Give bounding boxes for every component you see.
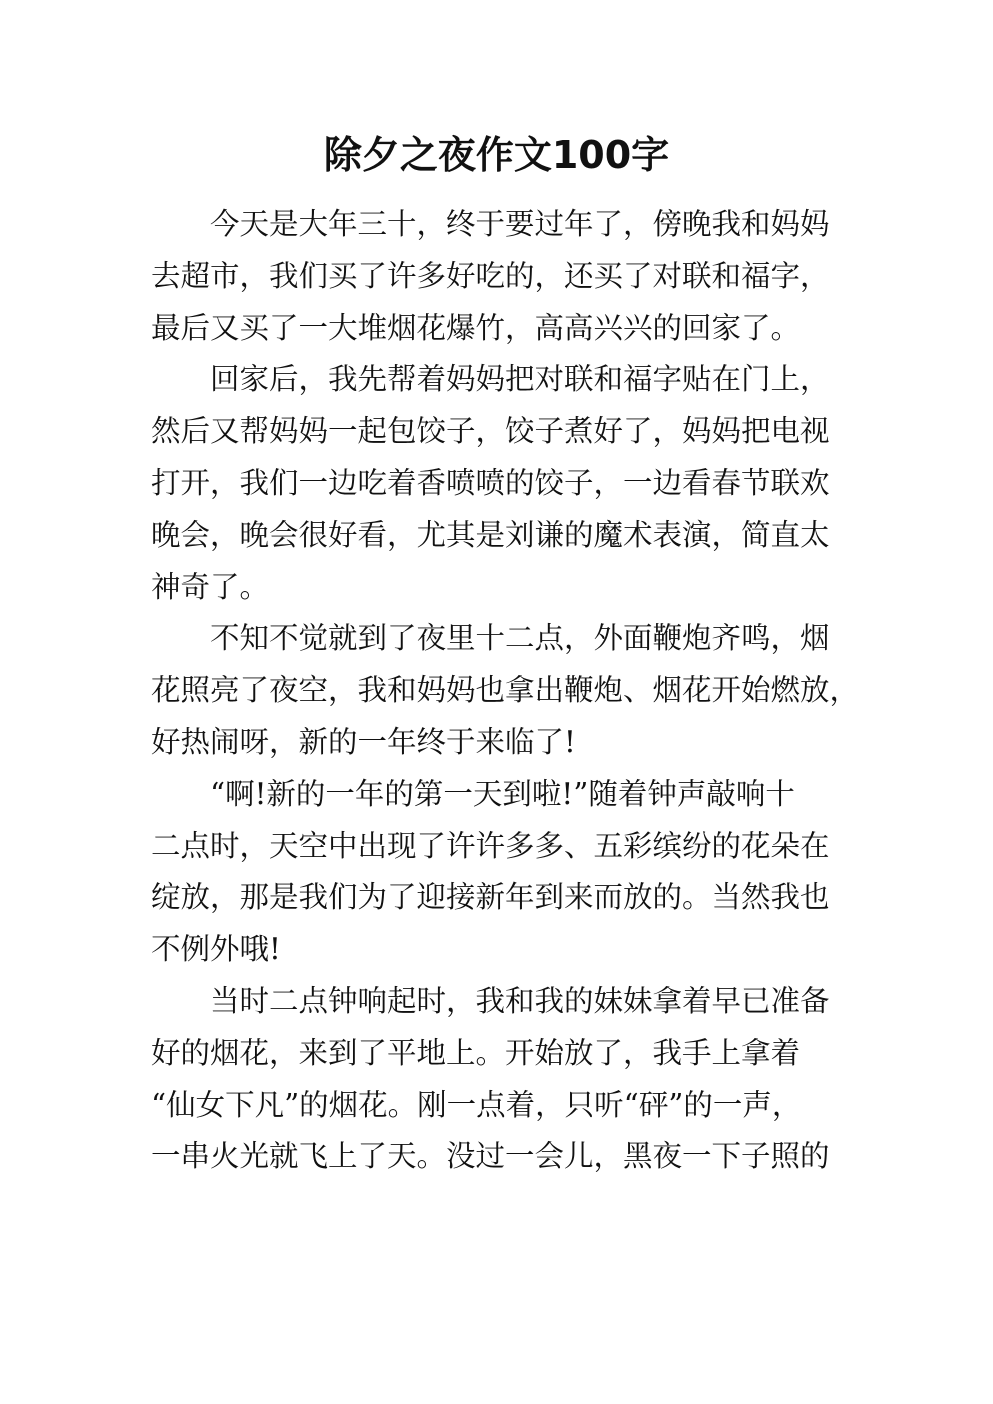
text-line: 一串火光就飞上了天。没过一会儿，黑夜一下子照的	[151, 1139, 830, 1174]
text-line: 二点时，天空中出现了许许多多、五彩缤纷的花朵在	[151, 828, 830, 863]
text-line: 神奇了。	[151, 569, 270, 604]
text-line: 打开，我们一边吃着香喷喷的饺子，一边看春节联欢	[151, 465, 830, 500]
text-line: 不例外哦!	[151, 932, 281, 967]
text-line: 去超市，我们买了许多好吃的，还买了对联和福字，	[151, 258, 830, 293]
text-line: 最后又买了一大堆烟花爆竹，高高兴兴的回家了。	[151, 310, 801, 345]
text-line: 晚会，晚会很好看，尤其是刘谦的魔术表演，简直太	[151, 517, 830, 552]
text-line: 当时二点钟响起时，我和我的妹妹拿着早已准备	[151, 983, 830, 1018]
text-line: 绽放，那是我们为了迎接新年到来而放的。当然我也	[151, 880, 830, 915]
text-line: 今天是大年三十，终于要过年了，傍晚我和妈妈	[151, 207, 830, 241]
text-line: 然后又帮妈妈一起包饺子，饺子煮好了，妈妈把电视	[151, 414, 830, 449]
document-title: 除夕之夜作文100字	[323, 133, 670, 177]
text-line: 不知不觉就到了夜里十二点，外面鞭炮齐鸣，烟	[151, 621, 830, 656]
text-line: 好热闹呀，新的一年终于来临了!	[151, 724, 576, 759]
text-line: “啊!新的一年的第一天到啦!”随着钟声敲响十	[151, 776, 795, 811]
essay-body	[151, 199, 861, 1183]
text-line: 花照亮了夜空，我和妈妈也拿出鞭炮、烟花开始燃放，	[151, 673, 860, 708]
text-line: 好的烟花，来到了平地上。开始放了，我手上拿着	[151, 1035, 801, 1070]
text-line: “仙女下凡”的烟花。刚一点着，只听“砰”的一声，	[151, 1087, 802, 1122]
text-line: 回家后，我先帮着妈妈把对联和福字贴在门上，	[151, 362, 830, 397]
